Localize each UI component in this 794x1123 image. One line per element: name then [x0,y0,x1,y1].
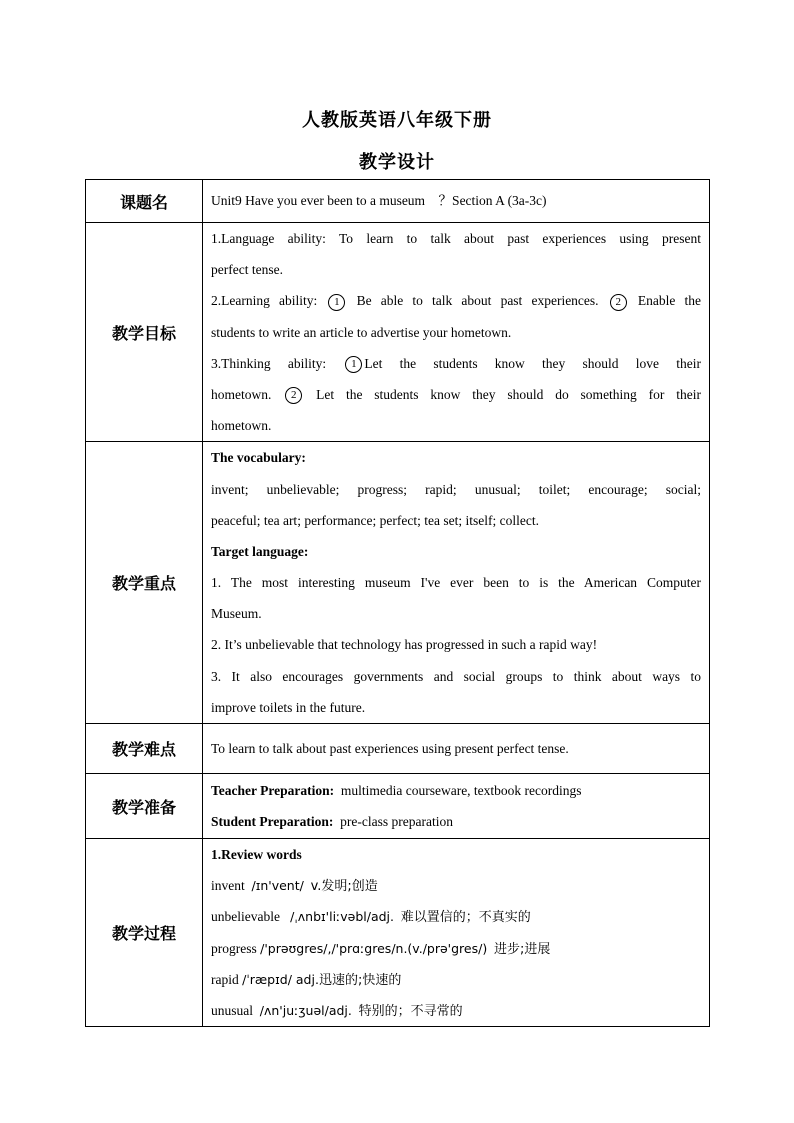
row-objectives [86,223,710,442]
vocab-entry [211,901,701,932]
vocab-phonetic: /ʌn'juːʒuəl/adj. [259,1002,352,1018]
vocab-definition: 进步;进展 [493,941,551,957]
target-line: 1. The most interesting museum I've ever been to is the American Computer [211,575,701,591]
target-line: improve toilets in the future. [211,699,366,715]
vocab-line: invent; unbelievable; progress; rapid; unusual; toilet; encourage; social; [211,481,701,497]
student-preparation [211,806,701,837]
vocab-definition: 迅速的;快速的 [318,972,402,988]
label-process: 教学过程 [86,839,203,1027]
objective-line: perfect tense. [211,262,283,278]
review-words-heading: 1.Review words [211,847,302,862]
content-key-points [203,442,710,724]
vocab-phonetic: /ˌʌnbɪ'liːvəbl/adj. [290,909,394,925]
label-preparation: 教学准备 [86,774,203,839]
objective-line: hometown. [211,418,272,434]
vocab-phonetic: /'prəʊgres/,/'prɑːgres/n.(v./prə'gres/) [260,940,488,956]
vocab-entry [211,964,701,995]
vocab-word: progress [211,940,257,956]
vocab-word: rapid [211,971,239,987]
circled-number: 1 [345,356,362,373]
vocab-phonetic: /ˈræpɪd/ adj. [242,971,319,987]
objective-text: Let the students know they should love their [364,355,701,371]
objective-line [211,285,701,316]
teacher-preparation-label: Teacher Preparation: [211,782,335,798]
row-key-points [86,442,710,724]
student-preparation-text: pre-class preparation [340,814,453,829]
teacher-preparation [211,775,701,806]
vocab-word: unbelievable [211,909,280,925]
objective-line [211,379,701,410]
objective-text: 3.Thinking ability: [211,355,327,371]
row-difficulties [86,724,710,774]
vocab-definition: 特别的；不寻常的 [358,1003,463,1019]
label-difficulties: 教学难点 [86,724,203,774]
objective-line: 1.Language ability: To learn to talk about past experiences using present [211,231,701,246]
topic-text: Unit9 Have you ever been to a museum ？Section A (3a-3c) [211,193,547,209]
vocab-entry [211,933,701,964]
content-process [203,839,710,1027]
vocab-definition: 难以置信的；不真实的 [400,910,531,926]
target-line: Museum. [211,606,262,622]
vocab-phonetic: /ɪn'vent/ [251,878,304,894]
target-line: 2. It’s unbelievable that technology has progressed in such a rapid way! [211,637,598,653]
student-preparation-label: Student Preparation: [211,814,334,829]
objective-text: Let the students know they should do something for their [316,386,701,402]
vocab-definition: v.发明;创造 [310,879,378,895]
vocab-heading: The vocabulary: [211,450,306,466]
objective-line [211,348,701,379]
lesson-plan-table [85,179,710,1027]
vocab-word: invent [211,878,245,894]
target-line: 3. It also encourages governments and social groups to think about ways to [211,668,701,684]
difficulties-text: To learn to talk about past experiences using present perfect tense. [211,740,569,756]
label-key-points: 教学重点 [86,442,203,724]
vocab-word: unusual [211,1002,253,1018]
vocab-line: peaceful; tea art; performance; perfect; tea set; itself; collect. [211,512,539,528]
document-subtitle: 教学设计 [359,152,435,173]
objective-text: Be able to talk about past experiences. [356,293,599,309]
document-title: 人教版英语八年级下册 [302,110,492,131]
row-process [86,839,710,1027]
circled-number: 2 [610,294,627,311]
objective-line: students to write an article to advertise your hometown. [211,324,512,340]
content-topic [203,180,710,223]
row-preparation [86,774,710,839]
circled-number: 1 [328,294,345,311]
objective-text: hometown. [211,386,272,402]
target-heading: Target language: [211,543,309,559]
circled-number: 2 [285,387,302,404]
content-difficulties [203,724,710,774]
vocab-entry [211,870,701,901]
content-objectives [203,223,710,442]
teacher-preparation-text: multimedia courseware, textbook recordings [340,782,582,798]
row-topic [86,180,710,223]
label-objectives: 教学目标 [86,223,203,442]
objective-text: Enable the [637,293,701,309]
vocab-entry [211,995,701,1026]
content-preparation [203,774,710,839]
objective-text: 2.Learning ability: [211,293,318,309]
label-topic: 课题名 [86,180,203,223]
